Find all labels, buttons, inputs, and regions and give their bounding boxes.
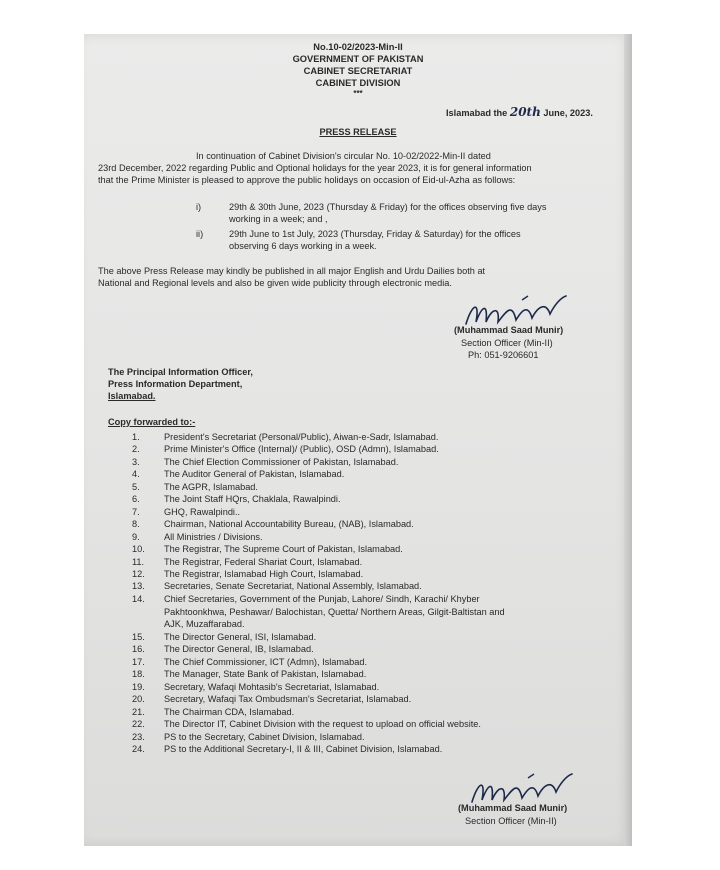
list-item-number: 1.: [132, 432, 140, 442]
list-item-text: The Chairman CDA, Islamabad.: [164, 706, 295, 717]
list-item-text: The Registrar, The Supreme Court of Pakistan, Islamabad.: [164, 544, 403, 555]
list-item-number: 17.: [132, 656, 145, 667]
list-item-number: 21.: [132, 706, 145, 717]
list-item: [132, 593, 562, 630]
heading-stars: ***: [353, 89, 363, 98]
copy-forwarded-heading: Copy forwarded to:-: [108, 417, 196, 427]
list-item-text: The Manager, State Bank of Pakistan, Islamabad.: [164, 669, 367, 680]
list-item-text: Chief Secretaries, Government of the Punjab, Lahore/ Sindh, Karachi/ Khyber: [164, 593, 480, 604]
division-heading: CABINET DIVISION: [315, 78, 401, 88]
list-item-number: 2.: [132, 444, 140, 455]
point-1-line2: working in a week; and ,: [229, 214, 328, 224]
list-item-text-continued: Pakhtoonkhwa, Peshawar/ Balochistan, Quetta/ Northern Areas, Gilgit-Baltistan and: [164, 606, 505, 617]
signatory-1-phone: Ph: 051-9206601: [468, 350, 539, 360]
addressee-line2: Press Information Department,: [108, 379, 243, 389]
para1-line2: 23rd December, 2022 regarding Public and Optional holidays for the year 2023, it is for general information: [98, 163, 532, 173]
list-item-number: 15.: [132, 631, 145, 642]
list-item-text: President's Secretariat (Personal/Public), Aiwan-e-Sadr, Islamabad.: [164, 432, 439, 442]
secretariat-heading: CABINET SECRETARIAT: [303, 66, 413, 76]
list-item-number: 5.: [132, 481, 140, 492]
list-item-number: 12.: [132, 568, 145, 579]
date-prefix: Islamabad the: [446, 108, 508, 118]
list-item-text: The Joint Staff HQrs, Chaklala, Rawalpindi.: [164, 494, 341, 505]
list-item-text: The Auditor General of Pakistan, Islamabad.: [164, 469, 345, 480]
reference-number: No.10-02/2023-Min-II: [313, 42, 403, 52]
document-page: [84, 34, 632, 846]
list-item-text: The Chief Commissioner, ICT (Admn), Islamabad.: [164, 656, 368, 667]
list-item-text: All Ministries / Divisions.: [164, 531, 263, 542]
list-item-number: 24.: [132, 743, 145, 754]
para2-line2: National and Regional levels and also be given wide publicity through electronic media.: [98, 278, 452, 288]
signatory-2-name: (Muhammad Saad Munir): [458, 803, 568, 813]
list-item-text: The Director IT, Cabinet Division with the request to upload on official website.: [164, 719, 481, 730]
list-item-text: Secretary, Wafaqi Mohtasib's Secretariat, Islamabad.: [164, 681, 380, 692]
signatory-2-designation: Section Officer (Min-II): [465, 816, 557, 826]
para2-line1: The above Press Release may kindly be published in all major English and Urdu Dailies both at: [98, 266, 486, 276]
point-2-line1: 29th June to 1st July, 2023 (Thursday, Friday & Saturday) for the offices: [229, 229, 521, 239]
signatory-1-name: (Muhammad Saad Munir): [454, 325, 564, 335]
date-line: [446, 107, 593, 119]
list-item-number: 16.: [132, 644, 145, 655]
list-item-text: Prime Minister's Office (Internal)/ (Public), OSD (Admn), Islamabad.: [164, 444, 439, 455]
list-item-number: 13.: [132, 581, 145, 592]
point-2-line2: observing 6 days working in a week.: [229, 241, 377, 251]
list-item-number: 3.: [132, 456, 140, 467]
date-suffix: June, 2023.: [543, 108, 593, 118]
list-item-text-continued: AJK, Muzaffarabad.: [164, 619, 245, 630]
list-item-number: 9.: [132, 531, 140, 542]
press-release-title: PRESS RELEASE: [319, 127, 397, 137]
list-item-number: 20.: [132, 694, 145, 705]
list-item-text: GHQ, Rawalpindi..: [164, 506, 241, 517]
list-item-number: 19.: [132, 681, 145, 692]
para1-line3: that the Prime Minister is pleased to approve the public holidays on occasion of Eid-ul-Azha as follows:: [98, 175, 516, 185]
addressee-line1: The Principal Information Officer,: [108, 367, 253, 377]
list-item-text: The Director General, ISI, Islamabad.: [164, 631, 317, 642]
point-1-roman: i): [196, 202, 202, 212]
handwritten-date: 20th: [509, 105, 541, 119]
list-item-number: 14.: [132, 593, 145, 604]
list-item-number: 22.: [132, 719, 145, 730]
list-item-number: 18.: [132, 669, 145, 680]
signatory-1-designation: Section Officer (Min-II): [461, 338, 553, 348]
point-2-roman: ii): [196, 229, 204, 239]
list-item: [132, 744, 562, 758]
list-item-number: 6.: [132, 494, 140, 505]
list-item-number: 4.: [132, 469, 140, 480]
list-item-text: Chairman, National Accountability Bureau, (NAB), Islamabad.: [164, 519, 414, 530]
list-item-number: 8.: [132, 519, 140, 530]
list-item-text: PS to the Secretary, Cabinet Division, Islamabad.: [164, 731, 365, 742]
para1-line1: In continuation of Cabinet Division's circular No. 10-02/2022-Min-II dated: [196, 151, 491, 161]
list-item-number: 10.: [132, 544, 145, 555]
list-item-text: The Director General, IB, Islamabad.: [164, 644, 314, 655]
list-item-text: Secretaries, Senate Secretariat, National Assembly, Islamabad.: [164, 581, 422, 592]
government-heading: GOVERNMENT OF PAKISTAN: [292, 54, 424, 64]
list-item-number: 11.: [132, 556, 145, 567]
list-item-text: The Registrar, Federal Shariat Court, Islamabad.: [164, 556, 363, 567]
paper-edge-shadow: [624, 34, 632, 846]
point-1-line1: 29th & 30th June, 2023 (Thursday & Friday) for the offices observing five days: [229, 202, 547, 212]
list-item-text: The Chief Election Commissioner of Pakistan, Islamabad.: [164, 456, 399, 467]
list-item-number: 7.: [132, 506, 140, 517]
list-item-text: Secretary, Wafaqi Tax Ombudsman's Secretariat, Islamabad.: [164, 694, 412, 705]
list-item-number: 23.: [132, 731, 145, 742]
list-item-text: The AGPR, Islamabad.: [164, 481, 258, 492]
list-item-text: The Registrar, Islamabad High Court, Islamabad.: [164, 568, 364, 579]
addressee-line3: Islamabad.: [108, 391, 156, 401]
list-item-text: PS to the Additional Secretary-I, II & III, Cabinet Division, Islamabad.: [164, 743, 443, 754]
